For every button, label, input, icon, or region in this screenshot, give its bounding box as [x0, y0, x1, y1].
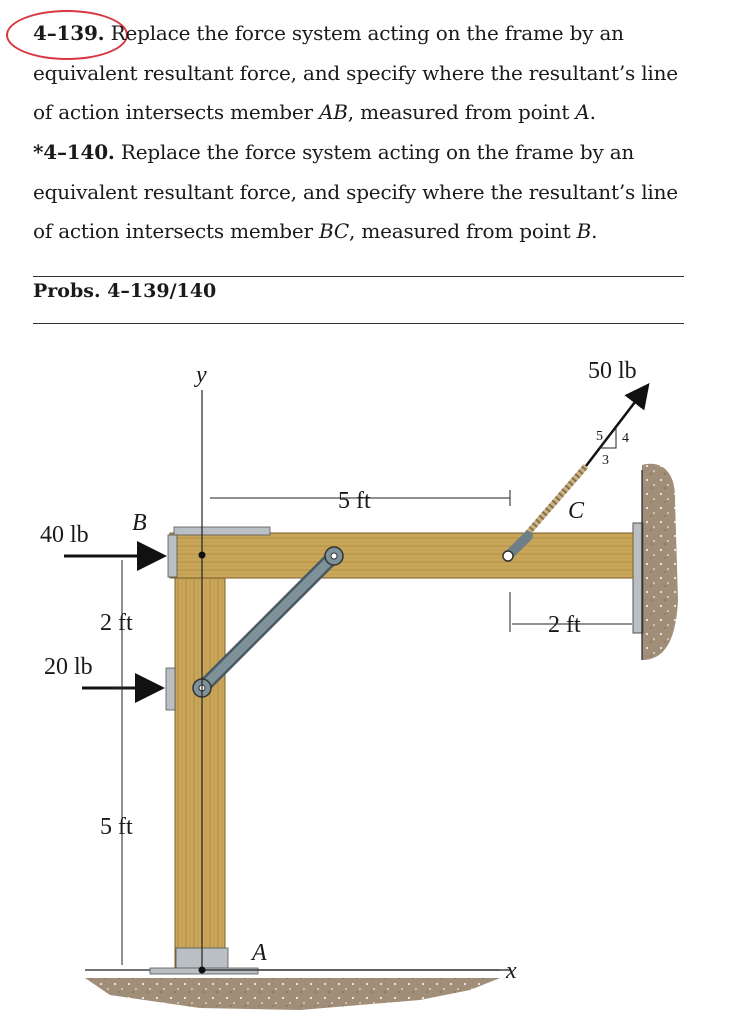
- problem-text-end: .: [591, 219, 598, 243]
- strut-pin-top-hole: [331, 553, 337, 559]
- force-20lb-label: 20 lb: [44, 654, 93, 680]
- caption-bottom-rule: [33, 323, 684, 324]
- problem-text-line-2: equivalent resultant force, and specify where the resultant’s line: [33, 179, 678, 204]
- point-label: B: [576, 219, 592, 243]
- slope-rise-label: 4: [622, 431, 629, 446]
- problem-4-140: [33, 133, 713, 252]
- x-axis-label: x: [506, 958, 517, 984]
- problem-text-tail: , measured from point: [349, 219, 577, 243]
- problem-text-line-1: Replace the force system acting on the frame by an: [120, 140, 635, 164]
- point-c-label: C: [568, 498, 585, 524]
- force-50lb-label: 50 lb: [588, 358, 637, 384]
- problem-number: 4–139.: [33, 21, 105, 45]
- pin-c: [503, 551, 513, 561]
- dim-2ft-left-label: 2 ft: [100, 610, 133, 636]
- wall-soil: [642, 464, 678, 660]
- point-b-dot: [199, 552, 206, 559]
- member-label: BC: [319, 219, 350, 243]
- member-label: AB: [319, 100, 348, 124]
- member-bc: [170, 533, 633, 578]
- force-40lb-label: 40 lb: [40, 522, 89, 548]
- dim-5ft-top-label: 5 ft: [338, 488, 371, 514]
- dim-2ft-right-label: 2 ft: [548, 612, 581, 638]
- problem-text-end: .: [589, 100, 596, 124]
- slope-hyp-label: 5: [596, 429, 603, 444]
- ground-soil: [85, 978, 500, 1010]
- dim-5ft-left-label: 5 ft: [100, 814, 133, 840]
- problem-number: *4–140.: [33, 140, 115, 164]
- side-plate-20lb: [166, 668, 175, 710]
- point-b-label: B: [132, 510, 147, 536]
- figure-caption: Probs. 4–139/140: [33, 280, 217, 302]
- top-plate: [174, 527, 270, 535]
- problem-text-line-2: equivalent resultant force, and specify where the resultant’s line: [33, 60, 678, 85]
- slope-run-label: 3: [602, 453, 609, 468]
- force-50lb-arrow: [586, 385, 648, 466]
- problem-text-line-1: Replace the force system acting on the frame by an: [110, 21, 624, 45]
- y-axis-label: y: [196, 362, 207, 388]
- problem-text-line-3: of action intersects member: [33, 219, 320, 243]
- frame-figure: [0, 330, 740, 1024]
- member-ab: [175, 533, 225, 973]
- problem-text-tail: , measured from point: [347, 100, 576, 124]
- problem-text-line-3: of action intersects member: [33, 100, 320, 124]
- point-a-dot: [199, 967, 206, 974]
- side-plate-b: [168, 535, 177, 577]
- point-a-label: A: [252, 940, 267, 966]
- caption-top-rule: [33, 276, 684, 277]
- problem-4-139: [33, 14, 713, 133]
- point-label: A: [575, 100, 590, 124]
